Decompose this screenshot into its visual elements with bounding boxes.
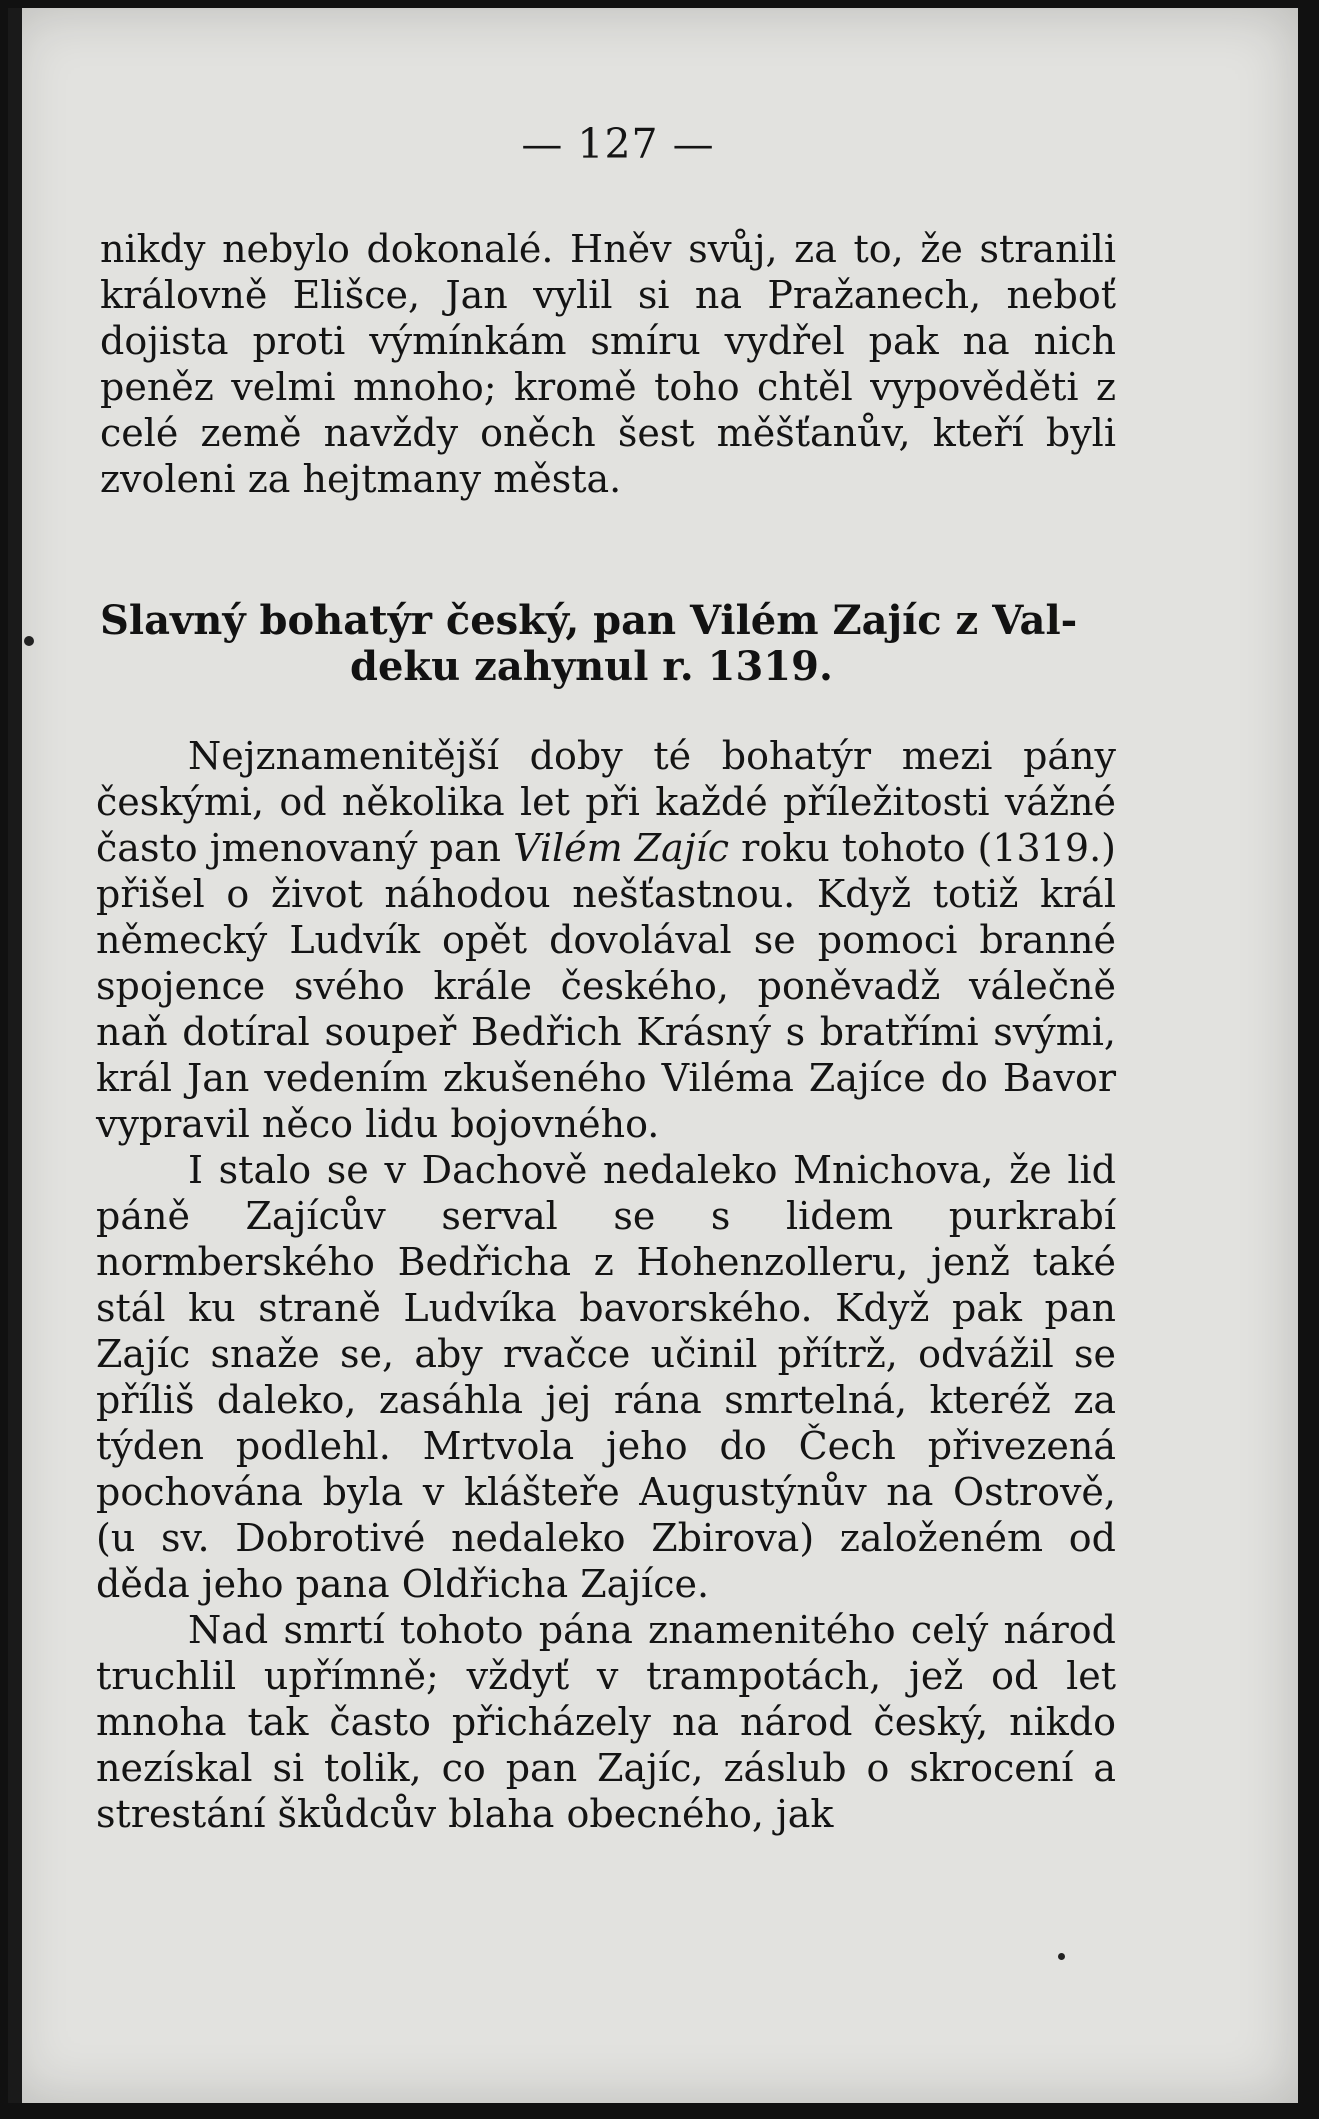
paragraph-2-end: roku tohoto (1319.) přišel o život náhodou nešťastnou. Když totiž král německý Ludvík opět dovolával se pomoci branné spojence svého krále českého, poněvadž válečně naň dotíral soupeř Bedřich Krásný s bratřími svými, král Jan vedením zkušeného Viléma Zajíce do Bavor vypravil něco lidu bojovného. bbox=[96, 826, 1116, 1146]
page-number: — 127 — bbox=[521, 120, 715, 168]
paragraph-2-start: Nejznamenitější doby té bohatýr mezi pány českými, od několika let při každé příležitosti vážné často jmenovaný pan bbox=[96, 734, 1116, 870]
section-heading-line-1: Slavný bohatýr český, pan Vilém Zajíc z Val- bbox=[100, 597, 1078, 644]
ink-speck bbox=[24, 636, 34, 646]
book-page bbox=[8, 8, 1298, 2103]
section-heading bbox=[100, 598, 1116, 690]
section-body bbox=[96, 733, 1116, 1837]
paragraph-3: I stalo se v Dachově nedaleko Mnichova, že lid páně Zajícův serval se s lidem purkrabí normberského Bedřicha z Hohenzolleru, jenž také stál ku straně Ludvíka bavorského. Když pak pan Zajíc snaže se, aby rvačce učinil přítrž, odvážil se příliš daleko, zasáhla jej rána smrtelná, kteréž za týden podlehl. Mrtvola jeho do Čech přivezená pochována byla v klášteře Augustýnův na Ostrově, (u sv. Dobrotivé nedaleko Zbirova) založeném od děda jeho pana Oldřicha Zajíce. bbox=[96, 1148, 1116, 1606]
paragraph-2 bbox=[96, 733, 1116, 1147]
paragraph-4: Nad smrtí tohoto pána znamenitého celý národ truchlil upřímně; vždyť v trampotách, jež od let mnoha tak často přicházely na národ český, nikdo nezískal si tolik, co pan Zajíc, záslub o skrocení a strestání škůdcův blaha obecného, jak bbox=[96, 1608, 1116, 1836]
paragraph-1: nikdy nebylo dokonalé. Hněv svůj, za to, že stranili královně Elišce, Jan vylil si na Pražanech, neboť dojista proti výmínkám smíru vydřel pak na nich peněz velmi mnoho; kromě toho chtěl vypověděti z celé země navždy oněch šest měšťanův, kteří byli zvoleni za hejtmany města. bbox=[100, 227, 1116, 501]
page-binding-edge bbox=[8, 8, 22, 2103]
person-name-italic: Vilém Zajíc bbox=[513, 826, 730, 870]
ink-speck bbox=[1058, 1953, 1065, 1960]
section-heading-line-2: deku zahynul r. 1319. bbox=[350, 643, 833, 690]
